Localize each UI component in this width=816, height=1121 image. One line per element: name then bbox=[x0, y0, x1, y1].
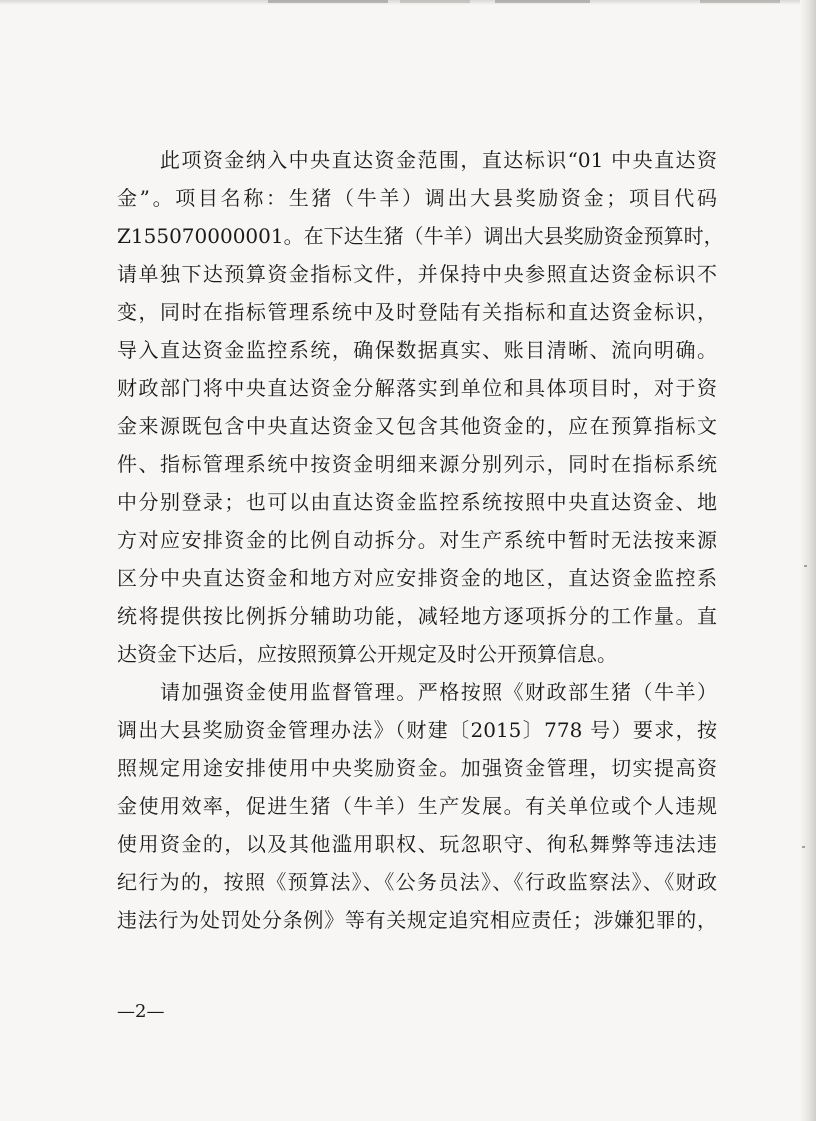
text-line: 违法行为处罚处分条例》等有关规定追究相应责任；涉嫌犯罪的， bbox=[117, 908, 717, 932]
scan-mark bbox=[700, 0, 780, 3]
text-line: Z155070000001。在下达生猪（牛羊）调出大县奖励资金预算时， bbox=[117, 224, 724, 248]
scan-mark bbox=[495, 0, 590, 3]
text-line: 财政部门将中央直达资金分解落实到单位和具体项目时，对于资 bbox=[117, 376, 717, 400]
text-line: 请单独下达预算资金指标文件，并保持中央参照直达资金标识不 bbox=[117, 262, 717, 286]
text-line: 纪行为的，按照《预算法》、《公务员法》、《行政监察法》、《财政 bbox=[117, 870, 717, 894]
scan-mark bbox=[268, 0, 388, 3]
text-line: 金使用效率，促进生猪（牛羊）生产发展。有关单位或个人违规 bbox=[117, 794, 717, 818]
scan-mark bbox=[400, 0, 470, 3]
text-line: 方对应安排资金的比例自动拆分。对生产系统中暂时无法按来源 bbox=[117, 528, 717, 552]
body-text bbox=[117, 141, 724, 939]
text-line: 变，同时在指标管理系统中及时登陆有关指标和直达资金标识， bbox=[117, 300, 717, 324]
text-line: 照规定用途安排使用中央奖励资金。加强资金管理，切实提高资 bbox=[117, 756, 717, 780]
text-line: 调出大县奖励资金管理办法》（财建〔2015〕778 号）要求，按 bbox=[117, 718, 717, 742]
scan-dot bbox=[804, 565, 807, 567]
text-line: 中分别登录；也可以由直达资金监控系统按照中央直达资金、地 bbox=[117, 490, 717, 514]
text-line: 区分中央直达资金和地方对应安排资金的地区，直达资金监控系 bbox=[117, 566, 717, 590]
text-line: 此项资金纳入中央直达资金范围，直达标识“01 中央直达资 bbox=[117, 148, 717, 172]
text-line: 统将提供按比例拆分辅助功能，减轻地方逐项拆分的工作量。直 bbox=[117, 604, 717, 628]
text-line: 达资金下达后，应按照预算公开规定及时公开预算信息。 bbox=[117, 642, 617, 666]
text-line: 使用资金的，以及其他滥用职权、玩忽职守、徇私舞弊等违法违 bbox=[117, 832, 717, 856]
text-line: 金来源既包含中央直达资金又包含其他资金的，应在预算指标文 bbox=[117, 414, 717, 438]
scan-edge-right bbox=[800, 0, 816, 1121]
page-number: —2— bbox=[117, 1001, 165, 1022]
text-line: 金”。项目名称：生猪（牛羊）调出大县奖励资金；项目代码 bbox=[117, 186, 717, 210]
text-line: 导入直达资金监控系统，确保数据真实、账目清晰、流向明确。 bbox=[117, 338, 717, 362]
scan-dot bbox=[802, 846, 805, 848]
text-line: 请加强资金使用监督管理。严格按照《财政部生猪（牛羊） bbox=[117, 680, 717, 704]
text-line: 件、指标管理系统中按资金明细来源分别列示，同时在指标系统 bbox=[117, 452, 717, 476]
